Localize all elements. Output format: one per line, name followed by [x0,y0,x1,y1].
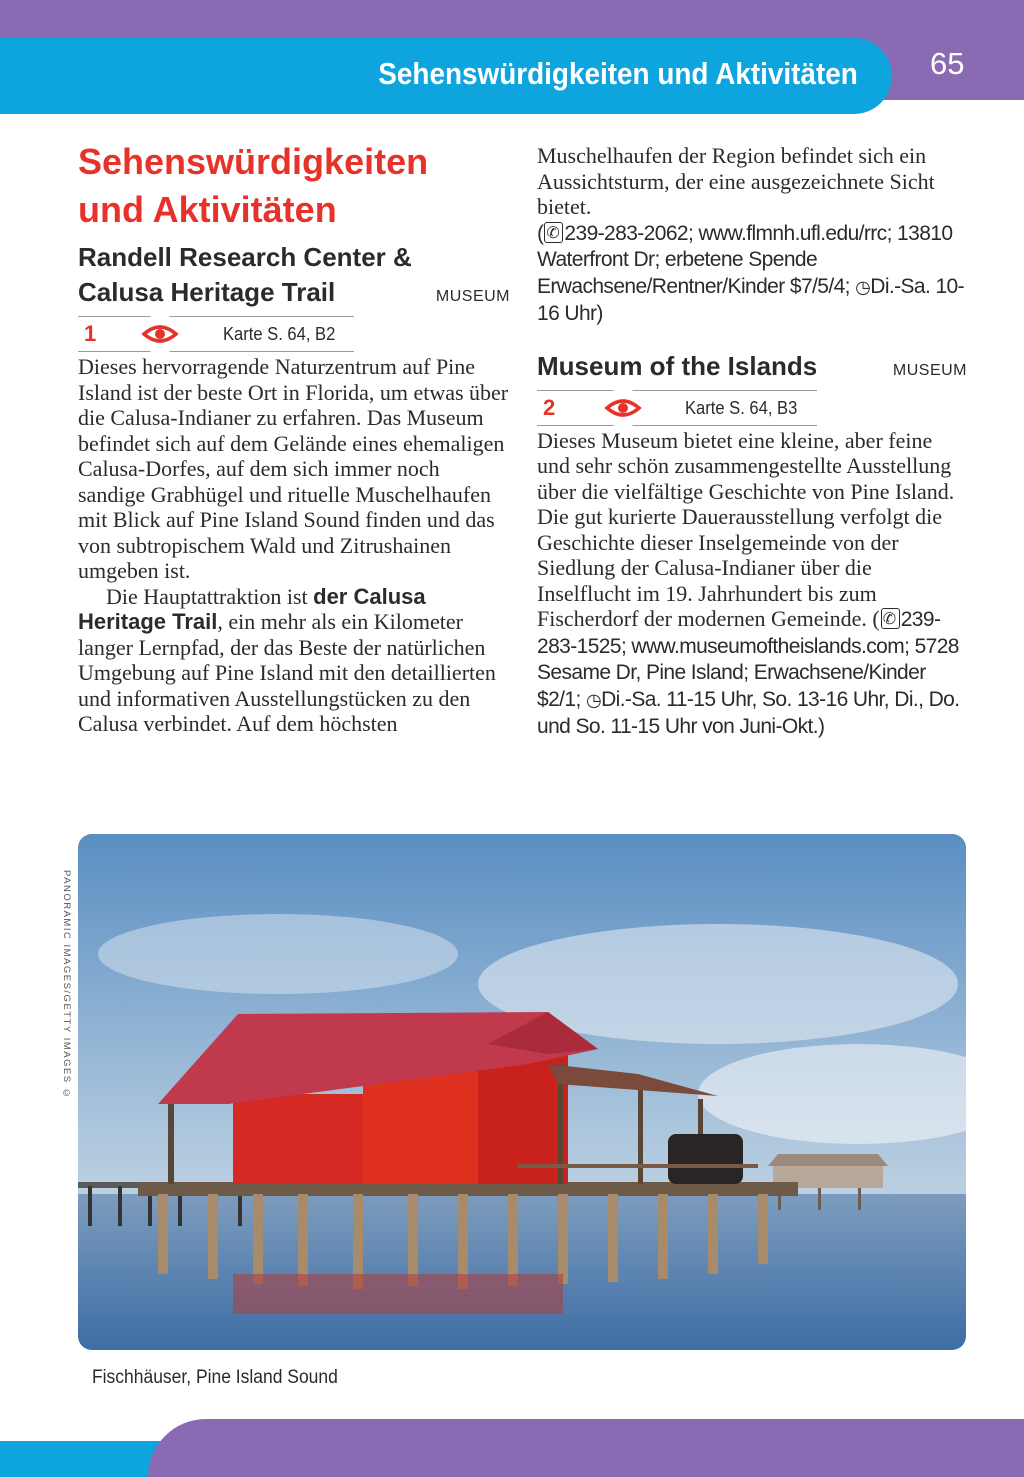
chapter-title-line2: und Aktivitäten [78,189,337,230]
entry-header-randell [78,240,510,310]
randell-info-text: 239-283-2062; www.flmnh.ufl.edu/rrc; 13810 Waterfront Dr; erbetene Spende Erwachsene/Rentner/Kinder $7/5/4; [537,221,953,298]
chapter-title-line1: Sehenswürdigkeiten [78,141,429,182]
eye-icon [603,388,643,428]
entry-paragraph-continued [537,143,967,327]
randell-info [537,222,964,326]
clock-icon: ◷ [585,689,602,711]
page-number: 65 [930,46,965,81]
marker-rule-bottom [78,351,354,352]
entry-paragraph-museum [537,428,967,740]
museum-text: Dieses Museum bietet eine kleine, aber feine und sehr schön zusammengestellte Ausstellung über die vielfältige Geschichte von Pine Island. Die gut kurierte Dauerausstellung verfolgt die Geschichte dieser Inselgemeinde von der Siedlung der Calusa-Indianer über die Inselflucht im 19. Jahrhundert bis zum Fischerdorf der modernen Gemeinde. ( [537,427,955,631]
marker-rule-bottom [537,425,817,426]
entry-type-label: MUSEUM [435,288,510,305]
entry-marker-1 [78,316,510,352]
footer-purple-band [148,1419,1024,1477]
entry-number: 2 [543,394,556,420]
entry-type-label: MUSEUM [892,361,967,379]
entry-header-museum-islands [537,349,967,384]
photo-fish-houses [78,834,966,1350]
map-reference: Karte S. 64, B3 [685,397,798,418]
paragraph-2-start: Die Hauptattraktion ist [106,583,314,609]
museum-info-text: 239-283-1525; www.museumoftheislands.com; 5728 Sesame Dr, Pine Island; Erwachsene/Kinder $2/1; [537,608,959,711]
entry-marker-2 [537,390,967,426]
entry-title-line1: Randell Research Center & [78,242,412,272]
entry-title-museum-islands: Museum of the Islands [537,350,818,381]
randell-hours: Di.-Sa. 10-16 Uhr) [537,274,965,325]
eye-icon [140,314,180,354]
phone-icon [544,222,563,243]
chapter-title [78,138,510,234]
clock-icon: ◷ [855,276,871,298]
marker-rule-top [537,390,817,391]
section-header-bar [0,38,892,114]
right-column [537,143,967,740]
phone-icon [881,608,900,629]
entry-paragraph-1: Dieses hervorragende Naturzentrum auf Pine Island ist der beste Ort in Florida, um etwas über die Calusa-Indianer zu erfahren. Das Museum befindet sich auf dem Gelände eines ehemaligen Calusa-Dorfes, auf dem sich immer noch sandige Grabhügel und rituelle Muschelhaufen mit Blick auf Pine Island Sound finden und das von subtropischem Wald und Zitrushainen umgeben ist. [78,354,509,583]
highlight-calusa-heritage-trail: der Calusa Heritage Trail [78,583,426,634]
entry-title-line2: Calusa Heritage Trail [78,277,336,307]
paragraph-2-rest: , ein mehr als ein Kilometer langer Lernpfad, der das Beste der natürlichen Umgebung auf Pine Island mit den detaillierten und informativen Ausstellungstücken zu den Calusa verbindet. Auf dem höchsten [78,609,496,736]
left-column [78,138,510,737]
museum-hours: Di.-Sa. 11-15 Uhr, So. 13-16 Uhr, Di., Do. und So. 11-15 Uhr von Juni-Okt.) [537,687,960,738]
entry-number: 1 [84,321,97,346]
map-reference: Karte S. 64, B2 [223,324,336,344]
continued-text: Muschelhaufen der Region befindet sich ein Aussichtsturm, der eine ausgezeichnete Sicht bietet. [537,143,935,219]
entry-paragraph-2 [78,584,510,737]
photo-credit: PANORAMIC IMAGES/GETTY IMAGES © [61,870,72,1101]
section-header-title: Sehenswürdigkeiten und Aktivitäten [378,56,858,91]
photo-caption: Fischhäuser, Pine Island Sound [92,1367,338,1388]
info-open-paren: ( [537,221,544,245]
marker-rule-top [78,316,354,317]
